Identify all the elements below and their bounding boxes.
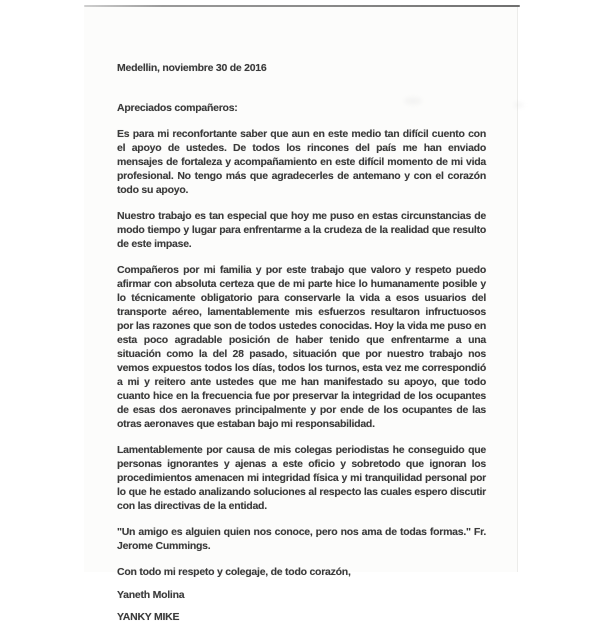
letter-paragraph-2: Nuestro trabajo es tan especial que hoy me puso en estas circunstancias de modo tiempo y lugar para enfrentarme a la crudeza de la realidad que resulto de este impase.	[117, 210, 486, 250]
letter-paragraph-4: Lamentablemente por causa de mis colegas periodistas he conseguido que personas ignorantes y ajenas a este oficio y sobretodo que ignoran los procedimientos amenacen mi integridad física y mi tranquilidad personal por lo que he estado analizando soluciones al respecto las cuales espero discutir con las directivas de la entidad.	[117, 444, 486, 512]
scan-smudge	[514, 102, 524, 108]
letter-closing: Con todo mi respeto y colegaje, de todo corazón,	[117, 566, 351, 578]
letter-paragraph-1: Es para mi reconfortante saber que aun en este medio tan difícil cuento con el apoyo de ustedes. De todos los rincones del país me han enviado mensajes de fortaleza y acompañamiento en este difícil momento de mi vida profesional. No tengo más que agradecerles de antemano y con el corazón todo su apoyo.	[117, 128, 486, 196]
letter-quote: "Un amigo es alguien quien nos conoce, pero nos ama de todas formas." Fr. Jerome Cummings.	[117, 526, 486, 552]
letter-body	[84, 7, 517, 624]
letter-date: Medellin, noviembre 30 de 2016	[117, 62, 267, 74]
signature-callsign: YANKY MIKE	[117, 611, 180, 623]
letter-salutation: Apreciados compañeros:	[117, 102, 238, 114]
letter-paragraph-3: Compañeros por mi familia y por este trabajo que valoro y respeto puedo afirmar con absoluta certeza que de mi parte hice lo humanamente posible y lo técnicamente obligatorio para conservarle la vida a esos usuarios del transporte aéreo, lamentablemente mis esfuerzos resultaron infructuosos por las razones que son de todos ustedes conocidas. Hoy la vida me puso en esta poco agradable posición de haber tenido que enfrentarme a una situación como la del 28 pasado, situación que por nuestro trabajo nos vemos expuestos todos los días, todos los turnos, esta vez me correspondió a mi y reitero ante ustedes que me han manifestado su apoyo, que todo cuanto hice en la frecuencia fue por preservar la integridad de los ocupantes de esas dos aeronaves principalmente y por ende de los ocupantes de las otras aeronaves que estaban bajo mi responsabilidad.	[117, 264, 486, 430]
letter-page	[84, 7, 518, 623]
scan-smudge	[404, 97, 422, 105]
signature-name: Yaneth Molina	[117, 589, 185, 601]
